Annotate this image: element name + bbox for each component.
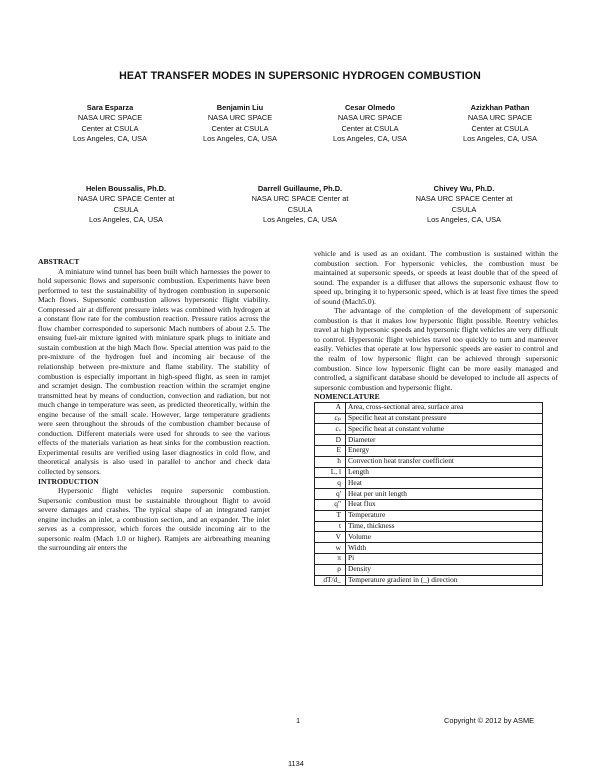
nomenclature-row (315, 435, 543, 446)
author-affiliation: Center at CSULA (81, 123, 139, 133)
author-location: Los Angeles, CA, USA (263, 214, 337, 224)
left-column (38, 257, 270, 553)
nomenclature-symbol: E (315, 445, 346, 456)
nomenclature-description: Temperature (346, 510, 543, 521)
nomenclature-description: Diameter (346, 435, 543, 446)
author-block (448, 103, 552, 144)
abstract-paragraph: A miniature wind tunnel has been built which harnesses the power to hold supersonic flows and supersonic combustion. Experiments have been performed to test the sustainability of hydrogen combustion in supersonic Mach flows. Supersonic combustion allows hypersonic flight viability. Compressed air at different pressure inlets was combined with hydrogen at a constant flow rate for the combustion reaction. Pressure ratios across the flow chamber corresponded to supersonic Mach numbers of about 2.5. The ensuing fuel-air mixture ignited with miniature spark plugs to initiate and sustain combustion at the high Mach flow. Special attention was paid to the pre-mixture of the hydrogen fuel and incoming air because of the relationship between pre-mixture and flame stability. The stability of combustion is especially important in high-speed flight, as seen in ramjet and scramjet design. The combustion reaction within the scramjet engine transmitted heat by means of conduction, convection and radiation, but not much change in temperature was seen, as predicted theoretically, within the engine because of the small scale. However, large temperature gradients were seen throughout the shrouds of the combustion chamber because of conduction. Different materials were used for shrouds to see the various effects of the materials variation as heat sinks for the combustion reaction. Experimental results are verified using laser diagnostics in cold flow, and theoretical analysis is also used in parallel to anchor and check data collected by sensors. (38, 266, 270, 477)
author-block (188, 103, 292, 144)
nomenclature-table (314, 402, 543, 587)
nomenclature-row (315, 499, 543, 510)
nomenclature-symbol: T (315, 510, 346, 521)
author-name: Helen Boussalis, Ph.D. (85, 184, 167, 193)
nomenclature-symbol: h (315, 456, 346, 467)
nomenclature-symbol: dT/d_ (315, 575, 346, 586)
nomenclature-row (315, 402, 543, 413)
nomenclature-symbol: w (315, 543, 346, 554)
nomenclature-symbol: L, l (315, 467, 346, 478)
nomenclature-description: Heat (346, 478, 543, 489)
author-affiliation: NASA URC SPACE (77, 113, 143, 123)
nomenclature-symbol: cₚ (315, 413, 346, 424)
nomenclature-symbol: t (315, 521, 346, 532)
author-block (402, 184, 526, 225)
nomenclature-symbol: π (315, 553, 346, 564)
nomenclature-description: Specific heat at constant volume (346, 424, 543, 435)
author-affiliation: CSULA (451, 204, 477, 214)
nomenclature-row (315, 521, 543, 532)
body-paragraph: vehicle and is used as an oxidant. The combustion is sustained within the combustion section. For hypersonic vehicles, the combustion must be maintained at supersonic speeds, or speeds at least double that of the speed of sound. The expander is a diffuser that allows the supersonic exhaust flow to speed up, bringing it to hypersonic speed, which is at least five times the speed of sound (Mach5.0). (314, 249, 558, 306)
nomenclature-description: Pi (346, 553, 543, 564)
copyright: Copyright © 2012 by ASME (444, 716, 535, 725)
author-location: Los Angeles, CA, USA (89, 214, 163, 224)
nomenclature-row (315, 532, 543, 543)
author-affiliation: NASA URC SPACE Center at (251, 194, 349, 204)
nomenclature-description: Time, thickness (346, 521, 543, 532)
author-name: Sara Esparza (86, 103, 134, 112)
nomenclature-description: Heat per unit length (346, 489, 543, 500)
author-block (238, 184, 362, 225)
author-affiliation: NASA URC SPACE Center at (77, 194, 175, 204)
nomenclature-description: Specific heat at constant pressure (346, 413, 543, 424)
nomenclature-description: Density (346, 564, 543, 575)
nomenclature-row (315, 413, 543, 424)
nomenclature-description: Length (346, 467, 543, 478)
nomenclature-description: Temperature gradient in (_) direction (346, 575, 543, 586)
author-affiliation: Center at CSULA (471, 123, 529, 133)
author-location: Los Angeles, CA, USA (463, 133, 537, 143)
author-affiliation: CSULA (287, 204, 313, 214)
nomenclature-row (315, 510, 543, 521)
nomenclature-row (315, 424, 543, 435)
nomenclature-symbol: ρ (315, 564, 346, 575)
author-location: Los Angeles, CA, USA (427, 214, 501, 224)
nomenclature-row (315, 478, 543, 489)
nomenclature-symbol: q (315, 478, 346, 489)
author-block (58, 103, 162, 144)
author-affiliation: NASA URC SPACE (207, 113, 273, 123)
nomenclature-symbol: q' (315, 489, 346, 500)
introduction-heading: INTRODUCTION (38, 476, 99, 486)
body-paragraph: The advantage of the completion of the development of supersonic combustion is that it makes low hypersonic flight possible. Reentry vehicles travel at high hypersonic speeds and hypersonic flight vehicles are very difficult to control. Hypersonic flight vehicles travel too quickly to turn and maneuver easily. Vehicles that operate at low hypersonic speeds are easier to control and the realm of low hypersonic flight can be achieved through supersonic combustion. Since low hypersonic flight can be more easily managed and controlled, a significant database should be developed to include all aspects of supersonic combustion and hypersonic flight. (314, 306, 558, 392)
nomenclature-row (315, 575, 543, 586)
abstract-heading: ABSTRACT (38, 257, 80, 266)
introduction-paragraph: Hypersonic flight vehicles require supersonic combustion. Supersonic combustion must be sustainable throughout flight to avoid severe damages and crashes. The typical shape of an integrated ramjet engine includes an inlet, a combustion section, and an expander. The inlet serves as a compressor, which forces the outside incoming air to the supersonic realm (Mach 1.0 or higher). Ramjets are airbreathing meaning the surrounding air enters the (38, 486, 270, 553)
author-affiliation: NASA URC SPACE Center at (415, 194, 513, 204)
author-affiliation: Center at CSULA (341, 123, 399, 133)
author-affiliation: CSULA (113, 204, 139, 214)
page-number: 1 (296, 716, 301, 725)
nomenclature-row (315, 543, 543, 554)
author-block (318, 103, 422, 144)
nomenclature-row (315, 564, 543, 575)
nomenclature-symbol: q" (315, 499, 346, 510)
nomenclature-symbol: D (315, 435, 346, 446)
author-name: Benjamin Liu (216, 103, 264, 112)
nomenclature-description: Width (346, 543, 543, 554)
author-name: Cesar Olmedo (344, 103, 396, 112)
author-affiliation: NASA URC SPACE (467, 113, 533, 123)
nomenclature-description: Heat flux (346, 499, 543, 510)
author-location: Los Angeles, CA, USA (203, 133, 277, 143)
author-name: Azizkhan Pathan (470, 103, 530, 112)
nomenclature-row (315, 553, 543, 564)
nomenclature-symbol: cᵥ (315, 424, 346, 435)
author-location: Los Angeles, CA, USA (333, 133, 407, 143)
nomenclature-row (315, 456, 543, 467)
nomenclature-row (315, 489, 543, 500)
nomenclature-row (315, 467, 543, 478)
author-affiliation: Center at CSULA (211, 123, 269, 133)
nomenclature-description: Energy (346, 445, 543, 456)
nomenclature-symbol: V (315, 532, 346, 543)
proceedings-page-number: 1134 (288, 759, 304, 768)
author-name: Darrell Guillaume, Ph.D. (257, 184, 343, 193)
nomenclature-heading: NOMENCLATURE (314, 392, 380, 402)
nomenclature-symbol: A (315, 402, 346, 413)
nomenclature-row (315, 445, 543, 456)
paper-title: HEAT TRANSFER MODES IN SUPERSONIC HYDROGEN COMBUSTION (119, 70, 481, 82)
author-name: Chivey Wu, Ph.D. (433, 184, 495, 193)
nomenclature-description: Area, cross-sectional area, surface area (346, 402, 543, 413)
right-column (314, 249, 558, 586)
author-location: Los Angeles, CA, USA (73, 133, 147, 143)
author-affiliation: NASA URC SPACE (337, 113, 403, 123)
nomenclature-description: Convection heat transfer coefficient (346, 456, 543, 467)
nomenclature-description: Volume (346, 532, 543, 543)
author-block (66, 184, 186, 225)
